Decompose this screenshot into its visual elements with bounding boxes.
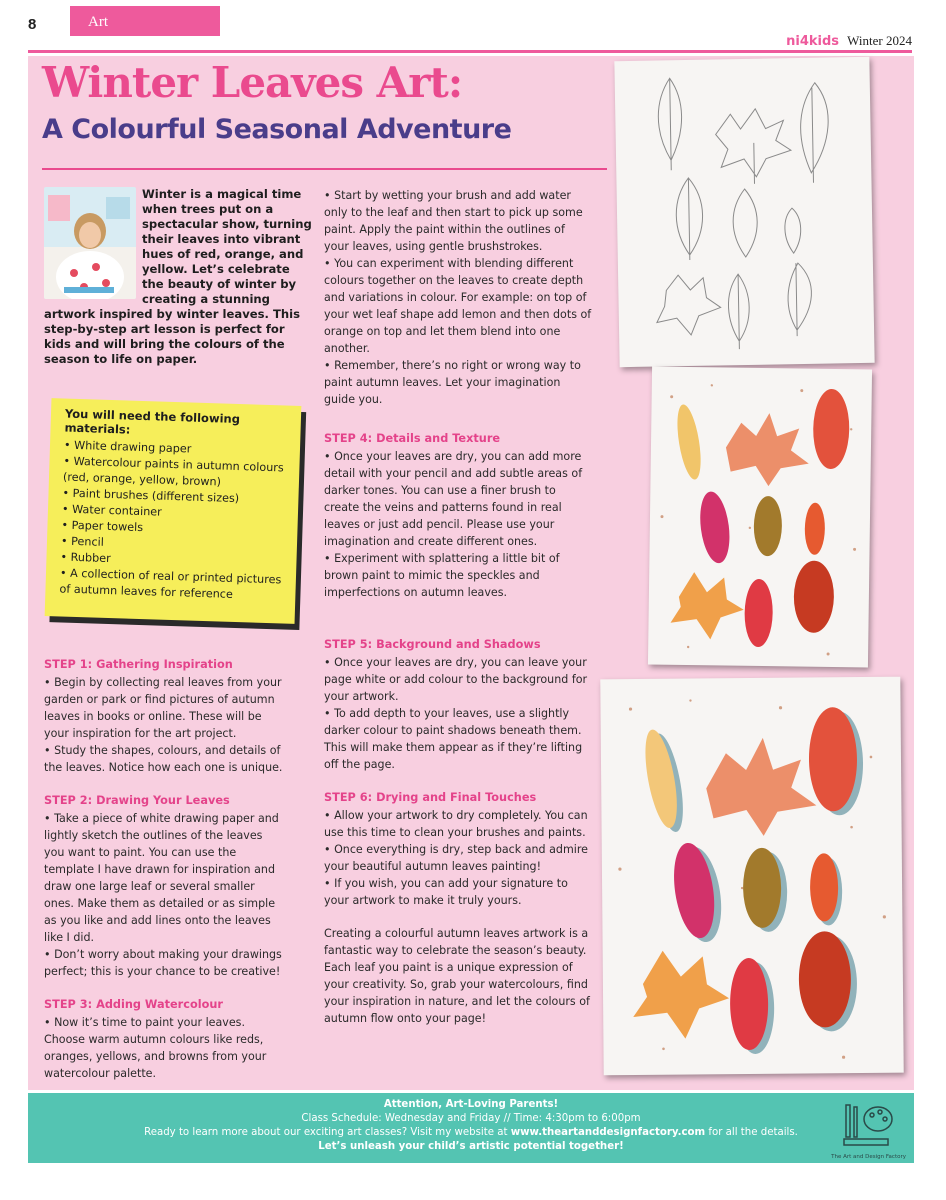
page-number: 8 <box>28 16 37 33</box>
step-text: • If you wish, you can add your signature to your artwork to make it truly yours. <box>324 877 568 907</box>
article-title: Winter Leaves Art: <box>42 58 463 107</box>
painted-leaves-with-shadows-image <box>600 677 903 1076</box>
section-tab: Art <box>70 6 220 36</box>
list-item: • Paint brushes (different sizes) <box>62 486 288 509</box>
step-6 <box>324 789 592 909</box>
step-text: • To add depth to your leaves, use a slightly darker colour to paint shadows beneath them. This will make them appear as if they’re lifting off the page. <box>324 707 583 771</box>
step-title: STEP 3: Adding Watercolour <box>44 998 223 1011</box>
header-rule <box>28 50 912 53</box>
list-item: • Paper towels <box>61 518 287 541</box>
footer-heading: Attention, Art-Loving Parents! <box>383 1099 559 1110</box>
materials-note <box>45 398 302 624</box>
step-4 <box>324 430 592 601</box>
step-title: STEP 1: Gathering Inspiration <box>44 658 233 671</box>
list-item: • Water container <box>62 502 288 525</box>
title-divider <box>42 168 607 170</box>
leaf-sketch-template-image <box>614 57 874 367</box>
step-text: • Experiment with splattering a little bit of brown paint to mimic the speckles and imperfections on autumn leaves. <box>324 552 560 599</box>
footer-banner <box>28 1093 914 1163</box>
list-item: • White drawing paper <box>64 438 290 461</box>
footer-cta-text: for all the details. <box>705 1127 798 1138</box>
list-item: • A collection of real or printed pictures of autumn leaves for reference <box>59 565 286 604</box>
step-text: • Begin by collecting real leaves from your garden or park or find pictures of autumn leaves in books or online. These will be your inspiration for the art project. <box>44 676 282 740</box>
step-2 <box>44 792 284 980</box>
materials-heading: You will need the following materials: <box>64 406 241 437</box>
middle-column-bottom <box>324 636 592 1027</box>
painted-leaves-image <box>648 366 872 667</box>
step-title: STEP 5: Background and Shadows <box>324 638 541 651</box>
issue-label: Winter 2024 <box>847 33 912 48</box>
step-text: • You can experiment with blending different colours together on the leaves to create depth and variations in colour. For example: on top of your wet leaf shape add lemon and then dots of orange on top and let them blend into one another. <box>324 257 592 355</box>
step-title: STEP 6: Drying and Final Touches <box>324 791 537 804</box>
middle-column-top <box>324 187 592 408</box>
logo-caption: The Art and Design Factory <box>831 1154 906 1160</box>
step-3 <box>44 996 284 1082</box>
step-text: • Study the shapes, colours, and details of the leaves. Notice how each one is unique. <box>44 744 283 774</box>
step-title: STEP 2: Drawing Your Leaves <box>44 794 230 807</box>
step-text: • Remember, there’s no right or wrong way to paint autumn leaves. Let your imagination guide you. <box>324 359 581 406</box>
materials-list <box>59 438 290 605</box>
middle-column-step-4 <box>324 430 592 617</box>
list-item: • Watercolour paints in autumn colours (red, orange, yellow, brown) <box>63 454 290 493</box>
footer-tagline: Let’s unleash your child’s artistic potential together! <box>318 1141 624 1152</box>
step-text: • Don’t worry about making your drawings perfect; this is your chance to be creative! <box>44 948 282 978</box>
left-column <box>44 656 284 1098</box>
step-text: • Start by wetting your brush and add water only to the leaf and then start to pick up some paint. Apply the paint within the outlines of your leaves, using gentle brushstrokes. <box>324 189 583 253</box>
footer-cta-text: Ready to learn more about our exciting art classes? Visit my website at <box>144 1127 511 1138</box>
step-text: • Once your leaves are dry, you can leave your page white or add colour to the background for your artwork. <box>324 656 588 703</box>
masthead <box>786 33 912 49</box>
author-photo <box>44 187 136 299</box>
closing-paragraph: Creating a colourful autumn leaves artwork is a fantastic way to celebrate the season’s beauty. Each leaf you paint is a unique expression of your creativity. So, grab your watercolours, find your inspiration in nature, and let the colours of autumn flow onto your page! <box>324 927 590 1025</box>
step-text: • Once your leaves are dry, you can add more detail with your pencil and add subtle areas of darker tones. You can use a finer brush to create the veins and patterns found in real leaves or just add pencil. Please use your imagination and create different ones. <box>324 450 583 548</box>
step-title: STEP 4: Details and Texture <box>324 432 501 445</box>
list-item: • Rubber <box>60 549 286 572</box>
article-subtitle: A Colourful Seasonal Adventure <box>42 114 512 145</box>
list-item: • Pencil <box>61 534 287 557</box>
intro-text: Winter is a magical time when trees put on a spectacular show, turning their leaves into vibrant hues of red, orange, and yellow. Let’s celebrate the beauty of winter by creating a stunning artwork inspired by winter leaves. This step-by-step art lesson is perfect for kids and will bring the colours of the season to life on paper. <box>44 187 312 366</box>
step-1 <box>44 656 284 776</box>
class-schedule: Class Schedule: Wednesday and Friday // Time: 4:30pm to 6:00pm <box>301 1113 641 1124</box>
footer-cta <box>28 1126 914 1140</box>
step-text: • Allow your artwork to dry completely. You can use this time to clean your brushes and paints. <box>324 809 588 839</box>
brand-logo: ni4kids <box>786 34 840 49</box>
art-and-design-factory-logo <box>836 1099 900 1157</box>
step-text: • Take a piece of white drawing paper and lightly sketch the outlines of the leaves you want to paint. You can use the template I have drawn for inspiration and draw one large leaf or several smaller ones. Make them as detailed or as simple as you like and add lines onto the leaves like I did. <box>44 812 279 944</box>
website-link[interactable]: www.theartanddesignfactory.com <box>510 1127 706 1138</box>
step-text: • Now it’s time to paint your leaves. Choose warm autumn colours like reds, oranges, yellows, and browns from your watercolour palette. <box>44 1016 267 1080</box>
step-text: • Once everything is dry, step back and admire your beautiful autumn leaves painting! <box>324 843 588 873</box>
step-5 <box>324 636 592 773</box>
